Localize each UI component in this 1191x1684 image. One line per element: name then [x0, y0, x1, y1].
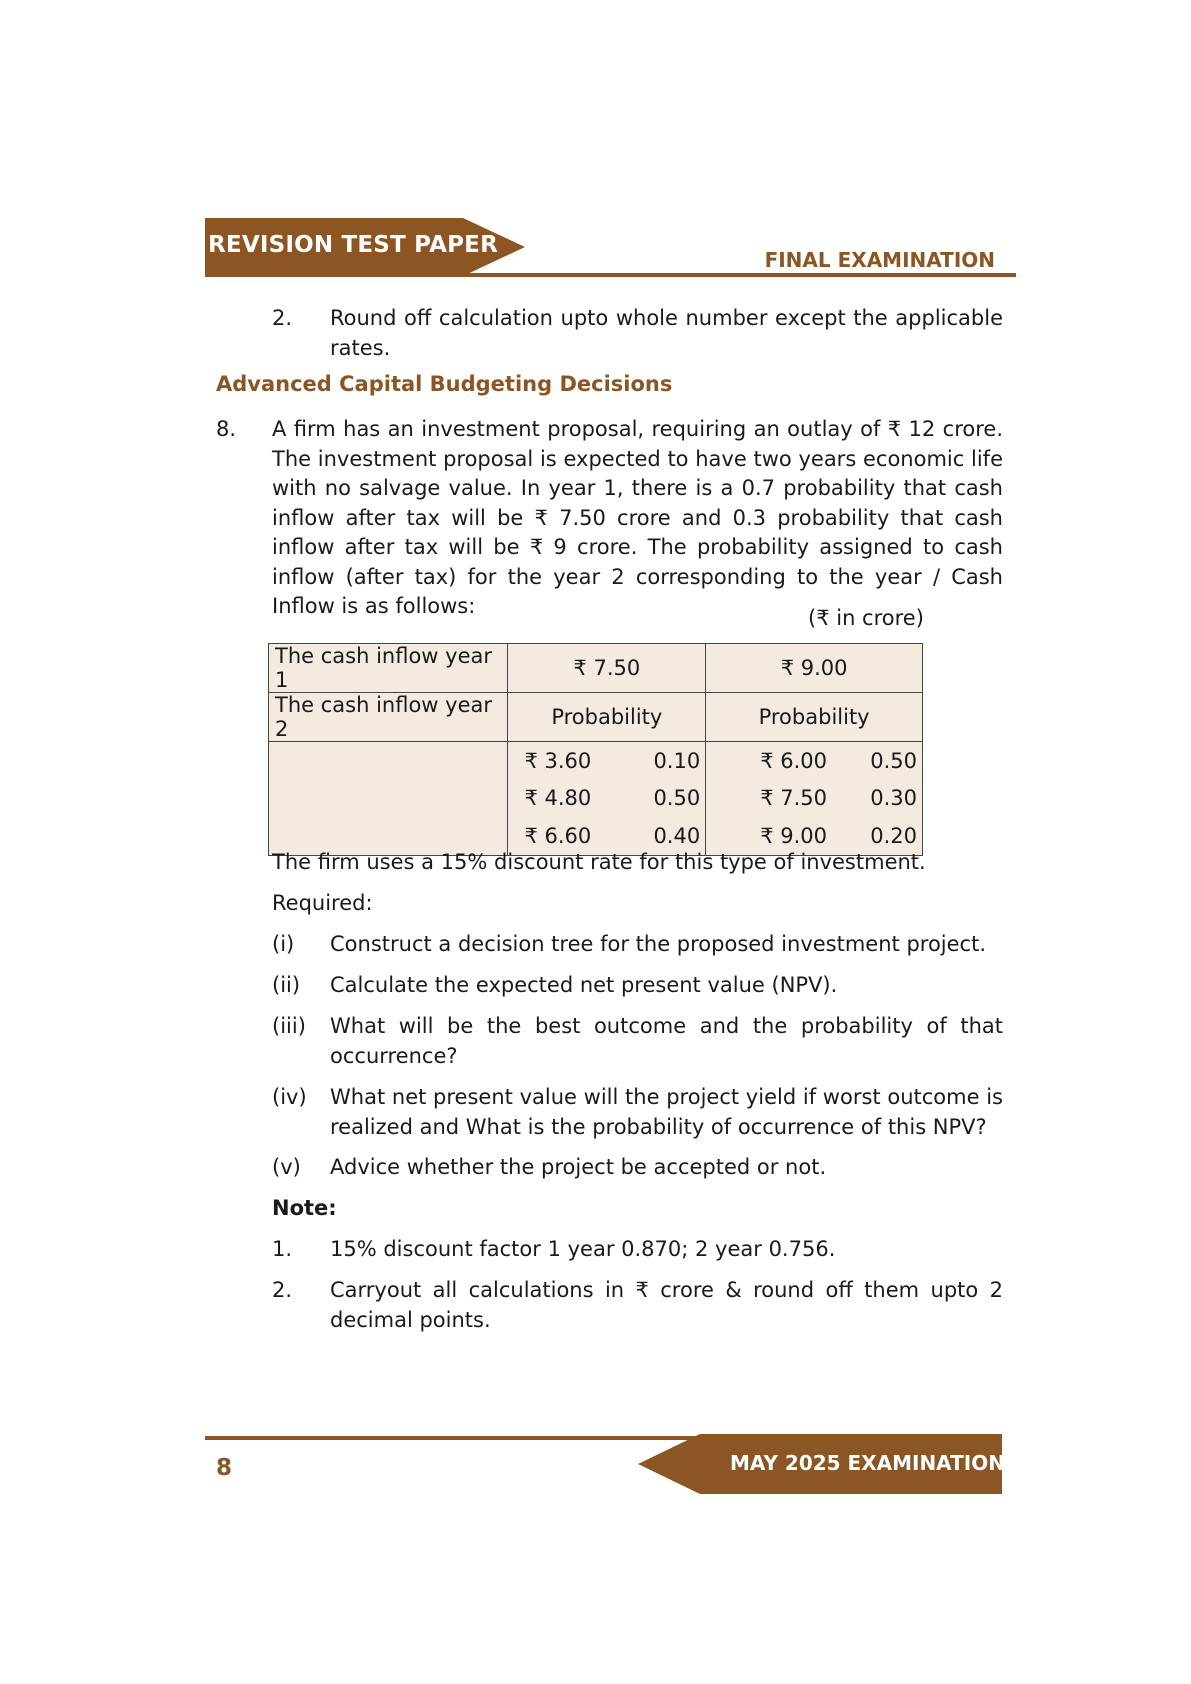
part-text: What will be the best outcome and the probability of that occurrence?: [330, 1014, 1003, 1068]
header-rule: [205, 273, 1016, 277]
footer-arrow: [638, 1434, 700, 1494]
part-text: Advice whether the project be accepted or not.: [330, 1155, 827, 1179]
probability: 0.10: [653, 748, 701, 773]
discount-text: The firm uses a 15% discount rate for this type of investment.: [272, 850, 926, 874]
footer-right-title: MAY 2025 EXAMINATION: [730, 1451, 1005, 1475]
year1-a-distribution: [508, 742, 706, 856]
cash-inflow-table: [268, 643, 923, 856]
part-text: What net present value will the project yield if worst outcome is realized and What is the probability of occurrence of this NPV?: [330, 1085, 1003, 1139]
amount: ₹ 3.60: [524, 748, 592, 773]
note-label: Note:: [272, 1196, 337, 1220]
probability: 0.50: [653, 786, 701, 811]
probability: 0.20: [870, 823, 917, 848]
part-number: (i): [272, 932, 295, 956]
table-row: [269, 742, 923, 856]
part-number: (v): [272, 1155, 301, 1179]
list-item: [524, 742, 700, 780]
list-item: [760, 742, 917, 780]
probability: 0.50: [870, 748, 917, 773]
probability: 0.40: [653, 823, 701, 848]
header-right-title: FINAL EXAMINATION: [764, 248, 995, 272]
amount: ₹ 9.00: [760, 823, 827, 848]
empty-label-cell: [269, 742, 508, 856]
footer-rule: [205, 1436, 700, 1440]
required-label: Required:: [272, 891, 373, 915]
row2-a: Probability: [508, 693, 706, 742]
amount: ₹ 7.50: [760, 786, 827, 811]
amount: ₹ 6.60: [524, 823, 592, 848]
amount: ₹ 6.00: [760, 748, 827, 773]
section-heading: Advanced Capital Budgeting Decisions: [216, 372, 673, 396]
intro-item-text: Round off calculation upto whole number except the applicable rates.: [330, 306, 1003, 360]
list-item: [760, 780, 917, 818]
year1-b-distribution: [706, 742, 923, 856]
row1-label: The cash inflow year 1: [269, 644, 508, 693]
part-number: (ii): [272, 973, 301, 997]
note-number: 1.: [272, 1237, 293, 1261]
row1-a: ₹ 7.50: [508, 644, 706, 693]
row2-b: Probability: [706, 693, 923, 742]
table-row: [269, 644, 923, 693]
page-number: 8: [216, 1455, 233, 1481]
question-number: 8.: [216, 417, 237, 441]
table-row: [269, 693, 923, 742]
part-number: (iii): [272, 1014, 306, 1038]
intro-item-number: 2.: [272, 306, 293, 330]
amount: ₹ 4.80: [524, 786, 592, 811]
row1-b: ₹ 9.00: [706, 644, 923, 693]
header-left-title: REVISION TEST PAPER: [208, 232, 498, 258]
probability: 0.30: [870, 786, 917, 811]
note-number: 2.: [272, 1278, 293, 1302]
part-number: (iv): [272, 1085, 307, 1109]
part-text: Calculate the expected net present value (NPV).: [330, 973, 838, 997]
part-text: Construct a decision tree for the proposed investment project.: [330, 932, 987, 956]
row2-label: The cash inflow year 2: [269, 693, 508, 742]
list-item: [524, 780, 700, 818]
question-text: A firm has an investment proposal, requiring an outlay of ₹ 12 crore. The investment proposal is expected to have two years economic life with no salvage value. In year 1, there is a 0.7 probability that cash inflow after tax will be ₹ 7.50 crore and 0.3 probability that cash inflow after tax will be ₹ 9 crore. The probability assigned to cash inflow (after tax) for the year 2 corresponding to the year / Cash Inflow is as follows:: [272, 417, 1003, 618]
unit-note: (₹ in crore): [808, 606, 924, 630]
note-text: 15% discount factor 1 year 0.870; 2 year 0.756.: [330, 1237, 836, 1261]
note-text: Carryout all calculations in ₹ crore & round off them upto 2 decimal points.: [330, 1278, 1003, 1332]
